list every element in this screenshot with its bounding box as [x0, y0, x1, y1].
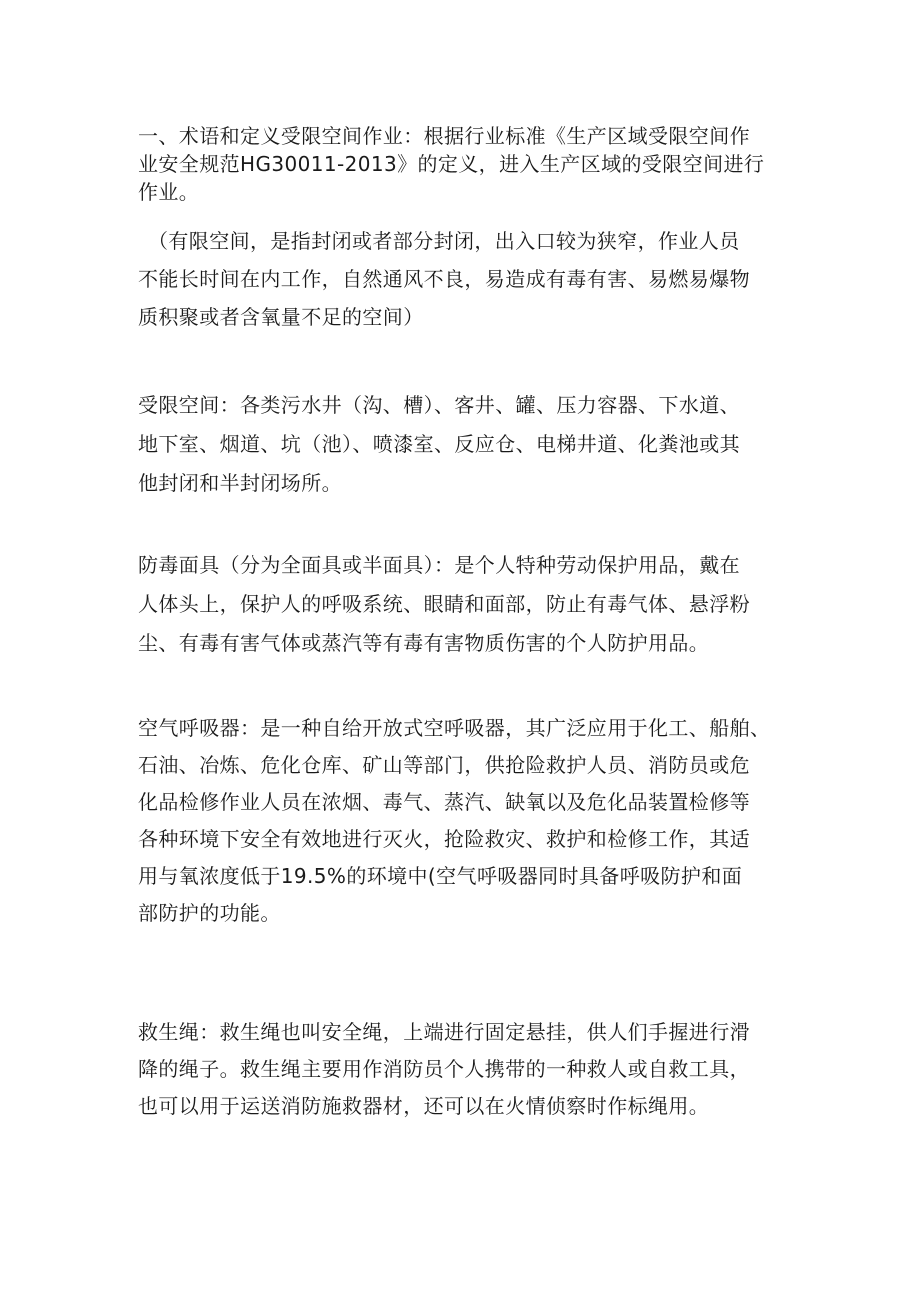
text-line: 部防护的功能。: [138, 901, 281, 925]
text-line: 降的绳子。救生绳主要用作消防员个人携带的一种救人或自救工具，: [138, 1057, 750, 1081]
paragraph-air-respirator: [138, 710, 798, 932]
text-line: 不能长时间在内工作，自然通风不良，易造成有毒有害、易燃易爆物: [138, 267, 750, 291]
text-line: 救生绳：救生绳也叫安全绳，上端进行固定悬挂，供人们手握进行滑: [138, 1020, 750, 1044]
paragraph-life-rope: [138, 1014, 798, 1125]
text-line: 空气呼吸器：是一种自给开放式空呼吸器，其广泛应用于化工、船舶、: [138, 716, 771, 740]
paragraph-intro: [138, 122, 798, 206]
text-line: 质积聚或者含氧量不足的空间）: [138, 305, 424, 329]
text-line: 受限空间：各类污水井（沟、槽）、客井、罐、压力容器、下水道、: [138, 393, 740, 417]
text-line: 业安全规范HG30011-2013》的定义，进入生产区域的受限空间进行: [138, 152, 765, 176]
text-line: 作业。: [138, 180, 200, 204]
paragraph-gas-mask: [138, 546, 798, 663]
paragraph-limited-space-note: [138, 222, 808, 336]
text-line: 人体头上，保护人的呼吸系统、眼睛和面部，防止有毒气体、悬浮粉: [138, 592, 750, 616]
text-line: 一、术语和定义受限空间作业：根据行业标准《生产区域受限空间作: [138, 124, 750, 148]
text-line: 防毒面具（分为全面具或半面具）：是个人特种劳动保护用品，戴在: [138, 553, 740, 577]
text-line: 石油、冶炼、危化仓库、矿山等部门，供抢险救护人员、消防员或危: [138, 753, 750, 777]
text-line: 也可以用于运送消防施救器材，还可以在火情侦察时作标绳用。: [138, 1094, 710, 1118]
text-line: 尘、有毒有害气体或蒸汽等有毒有害物质伤害的个人防护用品。: [138, 631, 710, 655]
text-line: 化品检修作业人员在浓烟、毒气、蒸汽、缺氧以及危化品装置检修等: [138, 790, 750, 814]
text-line: 用与氧浓度低于19.5%的环境中(空气呼吸器同时具备呼吸防护和面: [138, 864, 743, 888]
text-line: 各种环境下安全有效地进行灭火，抢险救灾、救护和检修工作，其适: [138, 827, 750, 851]
text-line: （有限空间，是指封闭或者部分封闭，出入口较为狭窄，作业人员: [148, 229, 740, 253]
text-line: 他封闭和半封闭场所。: [138, 471, 342, 495]
text-line: 地下室、烟道、坑（池）、喷漆室、反应仓、电梯井道、化粪池或其: [138, 432, 740, 456]
paragraph-confined-space: [138, 386, 798, 503]
